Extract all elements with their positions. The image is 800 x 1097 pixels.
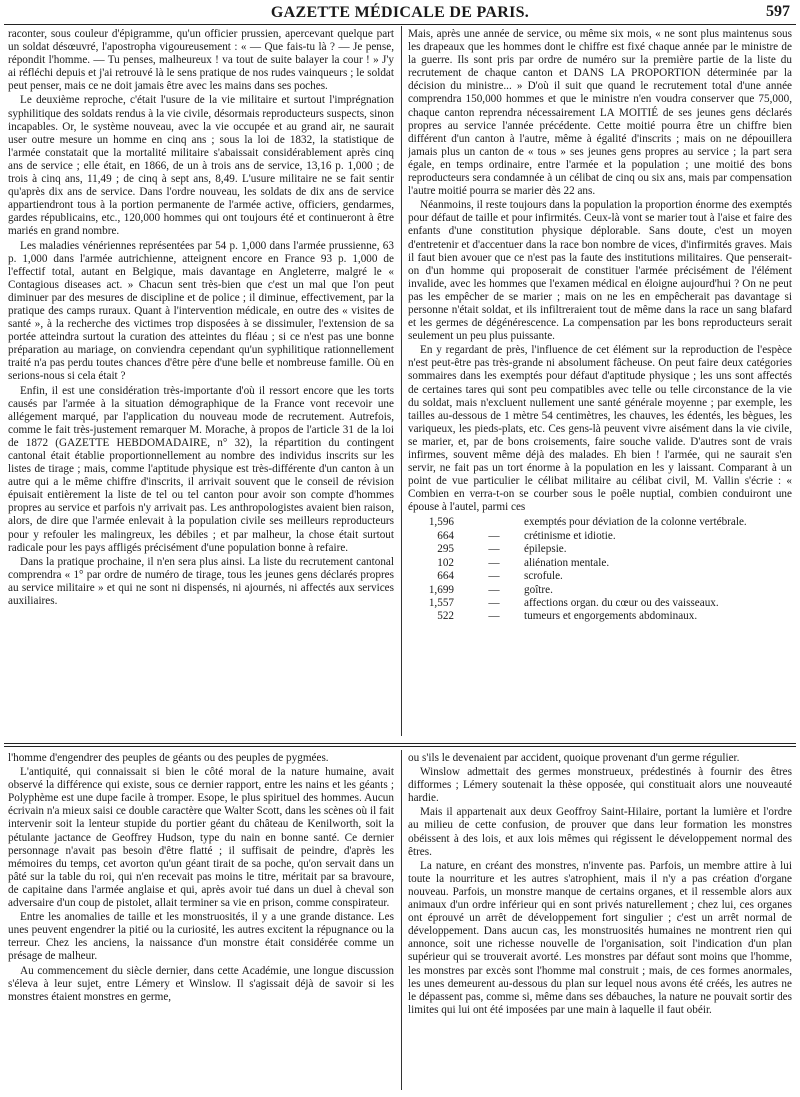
paragraph: La nature, en créant des monstres, n'invente pas. Parfois, un membre attire à lui toute la nourriture et les autres s'atrophient, mais il n'y a pas création d'organe nouveau. Parfois, un monstre manque de certains organes, et il ressemble alors aux animaux d'un ordre inférieur qui en sont privés naturellement ; chez lui, ces organes ont éprouvé un arrêt de développement fort singulier ; c'est un arrêt normal de développement. Dans aucun cas, les monstruosités humaines ne montrent rien qui annonce, soit une richesse nouvelle de l'organisation, soit l'indication d'un plan supérieur qui se trouverait avorté. Les monstres par défaut sont moins que l'homme, les monstres par excès sont l'homme mal construit ; mais, de ces formes anormales, les unes demeurent au-dessous du plan sur lequel nous avons été créés, les autres ne le dépassent pas, comme si, même dans ses débauches, la nature ne pouvait sortir des limites qui lui ont été imposées par une main à laquelle il faut obéir.: [408, 859, 792, 1016]
paragraph: l'homme d'engendrer des peuples de géants ou des peuples de pygmées.: [8, 752, 329, 764]
stat-ditto: —: [488, 543, 500, 556]
paragraph: Au commencement du siècle dernier, dans cette Académie, une longue discussion s'éleva à leur sujet, entre Lémery et Winslow. Il s'agissait déjà de savoir si les monstres étaient monstres en germe,: [8, 964, 394, 1003]
paragraph: Entre les anomalies de taille et les monstruosités, il y a une grande distance. Les unes peuvent engendrer la pitié ou la curiosité, les autres excitent la répugnance ou la terreur. Chez les anciens, la naissance d'un monstre était considérée comme un présage de malheur.: [8, 911, 394, 963]
statistics-row: [408, 516, 792, 529]
paragraph: En y regardant de près, l'influence de cet élément sur la reproduction de l'espèce n'est peut-être pas très-grande ni absolument fâcheuse. On peut faire deux catégories sommaires dans les exemptés pour défaut d'aptitude physique ; les uns sont affectés de certaines tares qui sont peu compatibles avec telle ou telle circonstance de la vie du soldat, mais n'excluent nullement une santé générale moyenne ; par exemple, les tailles au-dessous de 1 mètre 54 centimètres, les chauves, les édentés, les bègues, les variqueux, les pieds-plats, etc. Ces gens-là peuvent vivre aisément dans la vie civile, se marier, et, par de bons croisements, faire souche valide. D'autres sont de vrais infirmes, souvent même déjà des malades. Eh bien ! l'armée, qui ne saurait s'en servir, ne fait pas un tort énorme à la population en les y laissant. Comparant à un point de vue particulier le célibat militaire au célibat civil, M. Vallin s'écrie : « Combien en verra-t-on se courber sous le poêle nuptial, combien conduiront une épouse à l'autel, parmi ces: [408, 344, 792, 514]
stat-ditto: —: [488, 596, 500, 609]
journal-title: GAZETTE MÉDICALE DE PARIS.: [270, 4, 530, 21]
stat-count: 664: [437, 529, 454, 542]
stat-count: 1,557: [428, 596, 454, 609]
stat-count: 664: [437, 570, 454, 583]
paragraph: Le deuxième reproche, c'était l'usure de la vie militaire et surtout l'imprégnation syphilitique des soldats rendus à la vie civile, désormais reproducteurs suspects, sinon incapables. Or, le système nouveau, avec la vie occupée et au grand air, ne saurait user outre mesure un homme en cinq ans ; sous la loi de 1832, la statistique de l'armée constatait que la mortalité militaire s'abaissait considérablement après cinq ans de service ; elle était, en 1866, de un à trois ans de service, 13,16 p. 1,000 ; de trois à cinq ans, 11,49 ; de cinq à sept ans, 8,49. L'usure militaire ne se fait sentir qu'après dix ans de service. Dans l'ordre nouveau, les soldats de dix ans de service appartiendront tous à la portion permanente de l'armée active, officiers, gendarmes, gardes républicains, etc., 120,000 hommes qui ont toujours été et continueront à être mariés en grand nombre.: [8, 94, 394, 238]
statistics-row: [408, 530, 792, 543]
header-rule: [4, 24, 796, 25]
section-rule-double: [4, 746, 796, 747]
statistics-row: [408, 597, 792, 610]
paragraph: Mais, après une année de service, ou même six mois, « ne sont plus maintenus sous les drapeaux que les hommes dont le chiffre est fixé chaque année par le ministre de la guerre. Ils sont pris par ordre de numéro sur la première partie de la liste du recrutement de chaque canton et DANS LA PROPORTION déterminée par la décision du ministre... » D'où il suit que quand le recrutement total d'une année comprendra 150,000 hommes et que le ministre n'en voudra conserver que 75,000, chaque canton reprendra nécessairement LA MOITIÉ de ses jeunes gens déclarés propres au service l'année précédente. Cette moitié pourra être un chiffre bien différent d'un canton à l'autre, même à égalité d'inscrits ; mais on ne dépouillera jamais plus un canton de « tous » ses jeunes gens propres au service ; la part sera égale, en temps ordinaire, entre l'armée et la population ; une moitié des bons reproducteurs sera condamnée à un célibat de cinq ou six ans, mais par compensation l'autre moitié pourra se marier dès 22 ans.: [408, 28, 792, 198]
stat-count: 522: [437, 610, 454, 623]
lower-left-column: [8, 752, 394, 1092]
paragraph: Les maladies vénériennes représentées par 54 p. 1,000 dans l'armée prussienne, 63 p. 1,000 dans l'armée autrichienne, atteignent encore en France 93 p. 1,000 de l'effectif total, autant en Belgique, mais davantage en Angleterre, malgré le « Contagious diseases act. » Chacun sent très-bien que c'est un mal que l'on peut diminuer par des mesures de discipline et de police ; il diminue, effectivement, par la pratique des camps ruraux. Quant à l'intervention médicale, en outre des « visites de santé », à la recherche des victimes trop disposées à se dissimuler, l'extension de sa portée atteindra surtout la curation des atteintes du fléau ; si ce n'est pas une bonne préparation au mariage, on conviendra cependant qu'un syphilitique rationnellement traité n'a pas perdu toutes chances d'être père d'une belle et nombreuse famille. Où en serions-nous si cela était ?: [8, 239, 394, 383]
section-rule: [4, 743, 796, 744]
stat-label: scrofule.: [524, 570, 563, 583]
lower-column-separator: [401, 750, 402, 1090]
stat-label: épilepsie.: [524, 543, 567, 556]
statistics-row: [408, 557, 792, 570]
paragraph: ou s'ils le devenaient par accident, quoique provenant d'un germe régulier.: [408, 752, 740, 764]
statistics-row: [408, 570, 792, 583]
stat-count: 295: [437, 543, 454, 556]
stat-count: 1,699: [428, 583, 454, 596]
stat-count: 1,596: [428, 516, 454, 529]
stat-ditto: —: [488, 583, 500, 596]
stat-label: crétinisme et idiotie.: [524, 529, 616, 542]
upper-right-column: [408, 28, 792, 738]
paragraph: raconter, sous couleur d'épigramme, qu'un officier prussien, apercevant quelque part un soldat désœuvré, l'apostropha vigoureusement : « — Que fais-tu là ? — Je pense, répondit l'homme. — Tu penses, malheureux ! va tout de suite balayer la cour ! » J'y ai réfléchi depuis et j'ai retrouvé là le sens pratique de nos rudes vainqueurs ; le soldat peut penser, mais ce ne doit jamais être avec les mains dans ses poches.: [8, 28, 394, 93]
stat-ditto: —: [488, 610, 500, 623]
paragraph: Mais il appartenait aux deux Geoffroy Saint-Hilaire, portant la lumière et l'ordre au milieu de cette confusion, de prouver que dans leur formation les monstres obéissent à des lois, et aux lois mêmes qui régissent le développement normal des êtres.: [408, 806, 792, 858]
stat-ditto: —: [488, 570, 500, 583]
stat-label: aliénation mentale.: [524, 556, 610, 569]
lower-right-column: [408, 752, 792, 1092]
stat-ditto: [464, 516, 524, 529]
upper-column-separator: [401, 26, 402, 736]
stat-label: exemptés pour déviation de la colonne vertébrale.: [524, 516, 747, 529]
statistics-row: [408, 584, 792, 597]
stat-label: tumeurs et engorgements abdominaux.: [524, 610, 698, 623]
stat-ditto: —: [488, 529, 500, 542]
paragraph: Néanmoins, il reste toujours dans la population la proportion énorme des exemptés pour défaut de taille et pour infirmités. Ceux-là vont se marier tout à l'aise et faire des enfants d'une constitution physique déplorable. Sans doute, c'est un moyen d'entretenir et d'accentuer dans la race bon nombre de vices, d'infirmités graves. Mais il faut bien avouer que ce n'est pas la faute des institutions militaires. Que penserait-on d'un homme qui proposerait de constituer l'armée précisément de l'élément invalide, avec les hommes que l'examen médical en éloigne aujourd'hui ? On ne peut pas les empêcher de se marier ; mais on ne les en empêcherait pas davantage si personne n'était soldat, et ils infiltreraient tout de même dans la race un sang blafard et les germes de dégénérescence. La compensation par les bons reproducteurs serait seulement un peu plus puissante.: [408, 199, 792, 343]
exemption-statistics-list: [408, 516, 792, 623]
upper-left-column: [8, 28, 394, 738]
page-number: 597: [766, 3, 790, 20]
statistics-row: [408, 610, 792, 623]
paragraph: Dans la pratique prochaine, il n'en sera plus ainsi. La liste du recrutement cantonal comprendra « 1° par ordre de numéro de tirage, tous les jeunes gens déclarés propres au service militaire » et qui ne sont ni dispensés, ni ajournés, ni affectés aux services auxiliaires.: [8, 555, 394, 608]
stat-label: affections organ. du cœur ou des vaisseaux.: [524, 596, 719, 609]
paragraph: L'antiquité, qui connaissait si bien le côté moral de la nature humaine, avait observé la différence qui existe, sous ce dernier rapport, entre les nains et les géants ; Polyphème est une dupe facile à tromper. Esope, le plus spirituel des hommes. Aucun écrivain n'a mieux saisi ce double caractère que Walter Scott, dans les scènes où il fait intervenir soit la lenteur stupide du portier géant du château de Kenilworth, soit la pétulante jactance de Geoffrey Hudson, type du nain en bonne santé. Ce dernier personnage n'avait pas besoin d'être flatté ; il suffisait de peindre, d'après les mémoires du temps, cet avorton qu'un géant tirait de sa poche, qu'on servait dans un pâté sur la table du roi, qui n'en recevait pas moins le titre, méritait par sa bravoure, de capitaine dans l'armée anglaise et qui, après avoir tué dans un duel à cheval son adversaire d'un coup de pistolet, allait terminer sa vie en prison, comme conspirateur.: [8, 766, 394, 910]
statistics-row: [408, 543, 792, 556]
stat-label: goître.: [524, 583, 553, 596]
paragraph: Winslow admettait des germes monstrueux, prédestinés à fournir des êtres difformes ; Lémery soutenait la thèse opposée, qui constituait alors une nouveauté hardie.: [408, 766, 792, 805]
stat-count: 102: [437, 556, 454, 569]
stat-ditto: —: [488, 556, 500, 569]
paragraph: Enfin, il est une considération très-importante d'où il ressort encore que les torts causés par l'armée à la situation démographique de la France vont recevoir une allégement marqué, par l'application du nouveau mode de recrutement. Autrefois, comme le fait très-justement remarquer M. Morache, à propos de l'article 31 de la loi de 1872 (GAZETTE HEBDOMADAIRE, n° 32), la répartition du contingent cantonal était établie proportionnellement au nombre des individus inscrits sur les listes de tirage ; mais, comme l'aptitude physique est très-différente d'un canton à un autre qui a le même chiffre d'inscrits, il arrivait souvent que le conseil de révision épuisait entièrement la liste de tel ou tel canton pour avoir son compte d'hommes propres au service et parfois n'y arrivait pas. Les anthropologistes avaient bien raison, alors, de dire que l'armée enlevait à la population civile ses meilleurs reproducteurs pour y refouler les malingreux, les débiles ; et par malheur, la chose était surtout radicale pour les pays affligés précisément d'une population bonne à refaire.: [8, 384, 394, 554]
